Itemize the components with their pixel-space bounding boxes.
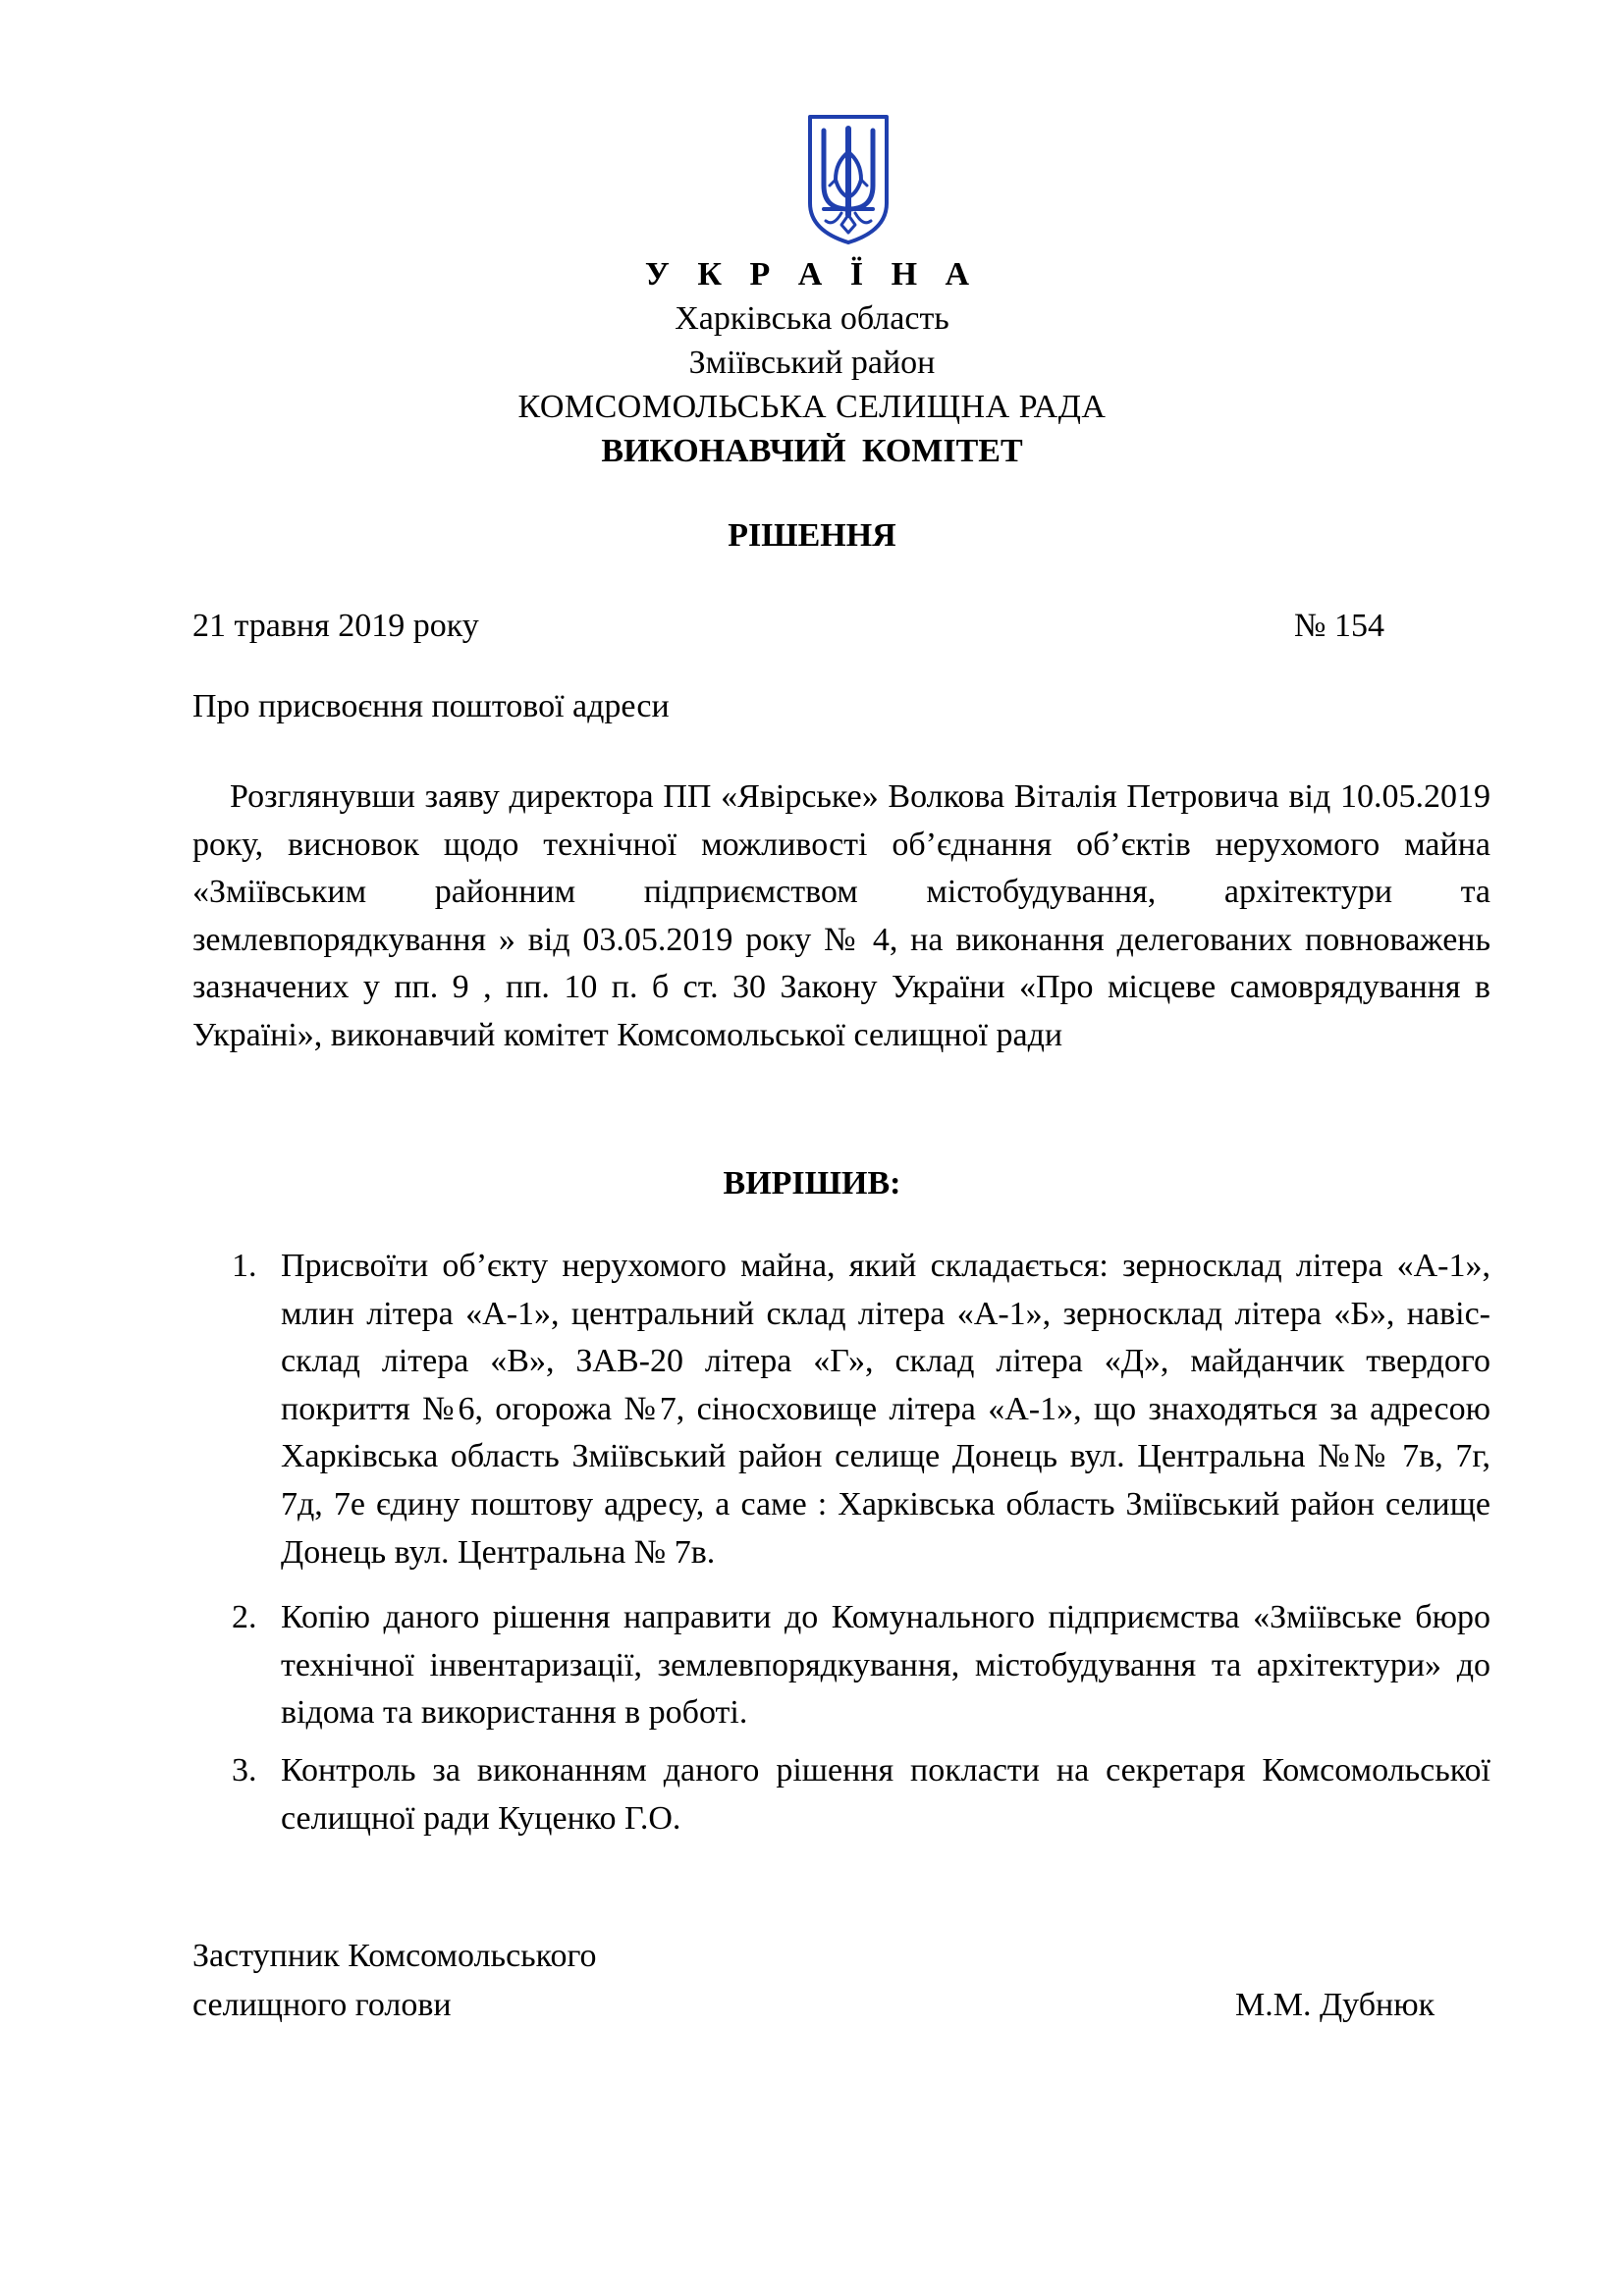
signatory-position xyxy=(192,1932,597,2030)
document-type-heading: РІШЕННЯ xyxy=(728,517,896,554)
council-line: КОМСОМОЛЬСЬКА СЕЛИЩНА РАДА xyxy=(517,389,1107,425)
list-item-number: 1. xyxy=(232,1248,257,1284)
resolved-heading: ВИРІШИВ: xyxy=(723,1165,901,1201)
signatory-position-line1: Заступник Комсомольського xyxy=(192,1938,597,1974)
list-item xyxy=(232,1747,1490,1842)
list-item xyxy=(232,1594,1490,1737)
list-item-text: Контроль за виконанням даного рішення покласти на секретаря Комсомольської селищної ради Куценко Г.О. xyxy=(281,1752,1490,1837)
decision-date: 21 травня 2019 року xyxy=(192,608,479,644)
decision-subject: Про присвоєння поштової адреси xyxy=(192,688,670,724)
coat-of-arms-icon xyxy=(806,113,891,246)
signatory-position-line2: селищного голови xyxy=(192,1987,452,2023)
rayon-line: Зміївський район xyxy=(688,345,936,381)
list-item-number: 3. xyxy=(232,1752,257,1789)
oblast-line: Харківська область xyxy=(675,300,949,337)
list-item xyxy=(232,1243,1490,1576)
signatory-name: М.М. Дубнюк xyxy=(1235,1987,1435,2023)
list-item-text: Присвоїти об’єкту нерухомого майна, який складається: зерносклад літера «А-1», млин літера «А-1», центральний склад літера «А-1», зерносклад літера «Б», навіс-склад літера «В», ЗАВ-20 літера «Г», склад літера «Д», майданчик твердого покриття №6, огорожа №7, сіносховище літера «А-1», що знаходяться за адресою Харківська область Зміївський район селище Донець вул. Центральна №№ 7в, 7г, 7д, 7е єдину поштову адресу, а саме : Харківська область Зміївський район селище Донець вул. Центральна № 7в. xyxy=(281,1248,1490,1571)
list-item-text: Копію даного рішення направити до Комунального підприємства «Зміївське бюро технічної інвентаризації, землевпорядкування, містобудування та архітектури» до відома та використання в роботі. xyxy=(281,1599,1490,1732)
committee-heading: ВИКОНАВЧИЙ КОМІТЕТ xyxy=(601,433,1023,469)
decision-number: № 154 xyxy=(1294,608,1384,644)
list-item-number: 2. xyxy=(232,1599,257,1635)
preamble-paragraph: Розглянувши заяву директора ПП «Явірське» Волкова Віталія Петровича від 10.05.2019 року, висновок щодо технічної можливості об’єднання об’єктів нерухомого майна «Зміївським районним підприємством містобудування, архітектури та землевпорядкування » від 03.05.2019 року № 4, на виконання делегованих повноважень зазначених у пп. 9 , пп. 10 п. б ст. 30 Закону України «Про місцеве самоврядування в Україні», виконавчий комітет Комсомольської селищної ради xyxy=(192,778,1490,1053)
country-heading: У К Р А Ї Н А xyxy=(644,256,980,293)
